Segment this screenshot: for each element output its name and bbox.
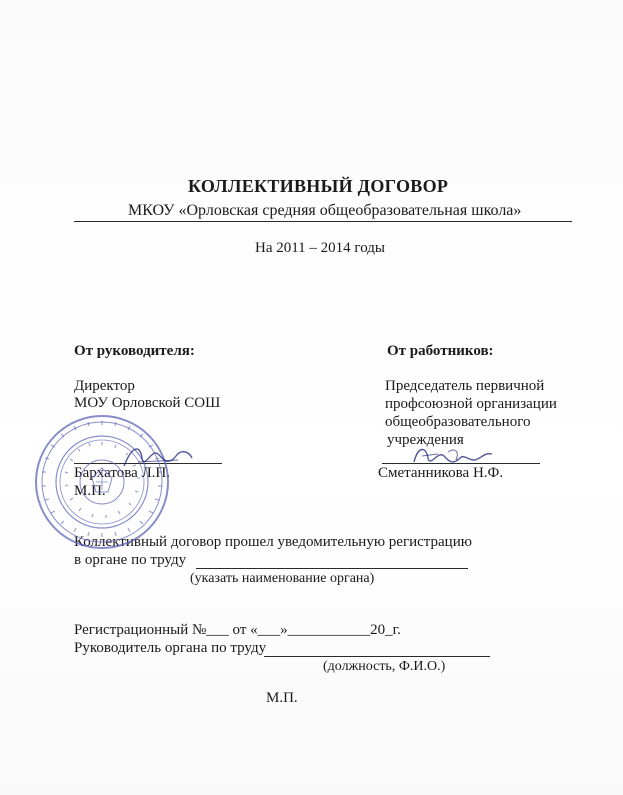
registration-head-blank — [264, 656, 490, 657]
registration-head-label: Руководитель органа по труду — [74, 640, 267, 656]
registration-head-hint: (должность, Ф.И.О.) — [323, 659, 446, 674]
employee-position-line2: профсоюзной организации — [385, 396, 557, 412]
employee-heading: От работников: — [387, 343, 494, 359]
registration-body-blank — [196, 568, 468, 569]
employer-position: Директор — [74, 378, 135, 394]
employer-seal-label: М.П. — [74, 483, 106, 499]
employee-position-line4: учреждения — [387, 432, 464, 448]
registration-seal-label: М.П. — [266, 690, 298, 706]
official-seal-icon — [32, 412, 172, 552]
document-title: КОЛЛЕКТИВНЫЙ ДОГОВОР — [188, 176, 449, 196]
employee-signatory-name: Сметанникова Н.Ф. — [378, 465, 504, 481]
employer-signatory-name: Бархатова Л.П. — [74, 465, 170, 481]
registration-body-label: в органе по труду — [74, 552, 187, 568]
employer-signature-icon — [118, 436, 198, 476]
organization-underline — [74, 221, 572, 222]
organization-name: МКОУ «Орловская средняя общеобразовательная школа» — [128, 202, 522, 219]
employee-position-line3: общеобразовательного — [385, 414, 531, 430]
employer-heading: От руководителя: — [74, 343, 195, 359]
employee-signature-icon — [408, 440, 498, 474]
employee-position-line1: Председатель первичной — [385, 378, 545, 394]
employer-organization: МОУ Орловской СОШ — [74, 395, 221, 411]
registration-number-line: Регистрационный №___ от «___»___________20_г. — [74, 622, 401, 638]
contract-period: На 2011 – 2014 годы — [255, 240, 385, 256]
registration-body-hint: (указать наименование органа) — [190, 571, 375, 586]
registration-notice: Коллективный договор прошел уведомительную регистрацию — [74, 534, 472, 550]
